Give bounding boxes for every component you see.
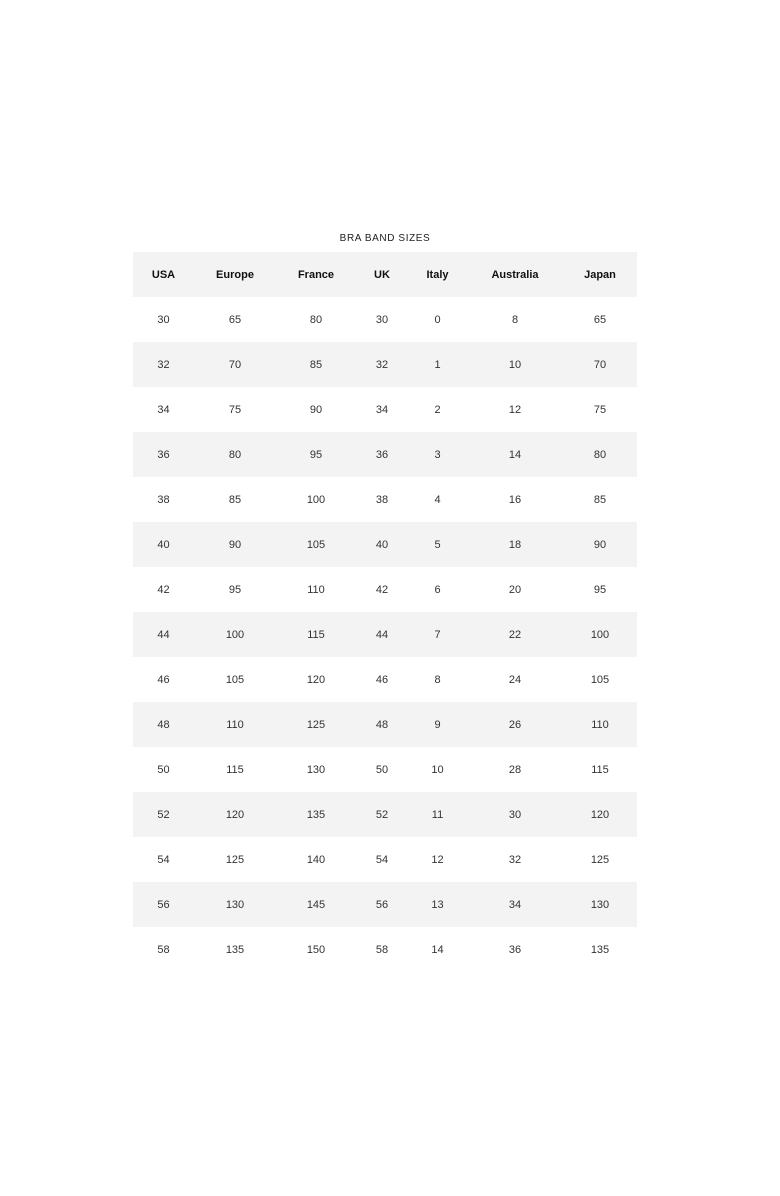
size-cell-france: 100 [306, 493, 326, 506]
size-cell-usa: 50 [157, 763, 170, 776]
table-row [133, 657, 637, 702]
table-row [133, 342, 637, 387]
size-cell-australia: 32 [508, 853, 522, 866]
size-cell-europe: 115 [226, 763, 244, 776]
size-cell-australia: 16 [508, 493, 522, 506]
size-cell-australia: 36 [508, 943, 522, 956]
table-row [133, 792, 637, 837]
size-cell-australia: 18 [467, 522, 563, 567]
size-cell-japan: 75 [593, 403, 607, 416]
size-cell-uk: 46 [375, 673, 389, 686]
size-cell-usa: 46 [157, 673, 170, 686]
size-cell-japan: 80 [563, 432, 637, 477]
size-cell-japan: 105 [590, 673, 610, 686]
column-header-japan: Japan [563, 252, 637, 297]
table-row [133, 702, 637, 747]
bra-band-size-chart [133, 228, 637, 972]
size-cell-uk: 30 [375, 313, 389, 326]
size-cell-japan: 100 [563, 612, 637, 657]
size-cell-europe: 100 [194, 612, 276, 657]
size-cell-france: 145 [276, 882, 356, 927]
size-cell-europe: 130 [194, 882, 276, 927]
size-cell-australia: 22 [467, 612, 563, 657]
size-cell-france: 135 [276, 792, 356, 837]
table-row [133, 882, 637, 927]
size-cell-italy: 8 [434, 673, 441, 686]
size-cell-france: 95 [276, 432, 356, 477]
size-cell-usa: 36 [133, 432, 194, 477]
table-row [133, 477, 637, 522]
size-cell-uk: 50 [375, 763, 389, 776]
size-cell-usa: 58 [157, 943, 170, 956]
size-cell-australia: 24 [508, 673, 522, 686]
size-cell-italy: 12 [431, 853, 444, 866]
size-cell-italy: 14 [431, 943, 444, 956]
size-cell-europe: 80 [194, 432, 276, 477]
size-cell-france: 115 [276, 612, 356, 657]
size-cell-japan: 85 [593, 493, 607, 506]
size-cell-japan: 135 [590, 943, 610, 956]
size-cell-italy: 9 [408, 702, 467, 747]
size-cell-uk: 40 [356, 522, 408, 567]
size-cell-europe: 120 [194, 792, 276, 837]
size-cell-usa: 54 [157, 853, 170, 866]
size-cell-uk: 48 [356, 702, 408, 747]
size-cell-uk: 36 [356, 432, 408, 477]
size-cell-uk: 58 [375, 943, 389, 956]
size-cell-uk: 32 [356, 342, 408, 387]
size-cell-europe: 105 [225, 673, 245, 686]
size-cell-australia: 26 [467, 702, 563, 747]
size-cell-france: 130 [306, 763, 326, 776]
size-cell-australia: 12 [508, 403, 522, 416]
table-row [133, 612, 637, 657]
size-cell-japan: 110 [563, 702, 637, 747]
column-header-australia: Australia [467, 252, 563, 297]
size-cell-europe: 75 [228, 403, 242, 416]
size-cell-france: 150 [306, 943, 326, 956]
size-cell-europe: 135 [225, 943, 245, 956]
size-cell-usa: 44 [133, 612, 194, 657]
size-cell-japan: 90 [563, 522, 637, 567]
size-cell-europe: 90 [194, 522, 276, 567]
size-cell-usa: 40 [133, 522, 194, 567]
size-cell-australia: 28 [508, 763, 522, 776]
size-cell-france: 140 [306, 853, 326, 866]
size-cell-italy: 10 [431, 763, 444, 776]
table-row [133, 432, 637, 477]
size-cell-france: 110 [307, 583, 325, 596]
size-table [133, 252, 637, 972]
size-cell-australia: 10 [467, 342, 563, 387]
size-cell-japan: 125 [590, 853, 610, 866]
size-cell-france: 90 [309, 403, 323, 416]
size-cell-japan: 120 [563, 792, 637, 837]
size-cell-uk: 56 [356, 882, 408, 927]
size-cell-australia: 8 [511, 313, 519, 326]
size-cell-uk: 38 [375, 493, 389, 506]
size-cell-europe: 110 [194, 702, 276, 747]
column-header-france: France [276, 252, 356, 297]
column-header-uk: UK [356, 252, 408, 297]
size-cell-uk: 42 [375, 583, 389, 596]
size-cell-japan: 95 [593, 583, 607, 596]
size-cell-usa: 48 [133, 702, 194, 747]
column-header-europe: Europe [194, 252, 276, 297]
size-cell-europe: 125 [225, 853, 245, 866]
table-row [133, 567, 637, 612]
size-cell-japan: 115 [591, 763, 609, 776]
size-cell-italy: 0 [434, 313, 441, 326]
size-cell-usa: 52 [133, 792, 194, 837]
size-cell-italy: 3 [408, 432, 467, 477]
table-row [133, 387, 637, 432]
size-cell-italy: 13 [408, 882, 467, 927]
size-cell-europe: 65 [228, 313, 242, 326]
chart-title: BRA BAND SIZES [339, 233, 431, 244]
size-cell-usa: 38 [157, 493, 170, 506]
size-cell-usa: 30 [157, 313, 170, 326]
table-row [133, 522, 637, 567]
size-cell-japan: 70 [563, 342, 637, 387]
size-cell-italy: 5 [408, 522, 467, 567]
size-cell-france: 125 [276, 702, 356, 747]
size-cell-australia: 34 [467, 882, 563, 927]
size-cell-australia: 30 [467, 792, 563, 837]
table-row [133, 297, 637, 342]
size-table-body [133, 297, 637, 972]
table-row [133, 927, 637, 972]
size-cell-france: 120 [306, 673, 326, 686]
size-cell-europe: 70 [194, 342, 276, 387]
column-header-usa: USA [133, 252, 194, 297]
size-cell-europe: 85 [228, 493, 242, 506]
size-cell-italy: 1 [408, 342, 467, 387]
table-row [133, 747, 637, 792]
size-cell-australia: 14 [467, 432, 563, 477]
size-cell-australia: 20 [508, 583, 522, 596]
size-cell-france: 105 [276, 522, 356, 567]
size-cell-italy: 4 [434, 493, 441, 506]
header-row [133, 252, 637, 297]
size-cell-usa: 34 [157, 403, 170, 416]
size-cell-italy: 7 [408, 612, 467, 657]
size-cell-italy: 11 [408, 792, 467, 837]
size-cell-france: 85 [276, 342, 356, 387]
size-cell-usa: 56 [133, 882, 194, 927]
size-cell-uk: 52 [356, 792, 408, 837]
size-cell-japan: 65 [593, 313, 607, 326]
size-cell-uk: 44 [356, 612, 408, 657]
size-cell-italy: 6 [434, 583, 441, 596]
size-cell-france: 80 [309, 313, 323, 326]
size-cell-uk: 34 [375, 403, 389, 416]
size-cell-europe: 95 [228, 583, 242, 596]
size-cell-japan: 130 [563, 882, 637, 927]
table-row [133, 837, 637, 882]
size-cell-italy: 2 [434, 403, 441, 416]
size-cell-uk: 54 [375, 853, 389, 866]
size-cell-usa: 42 [157, 583, 170, 596]
size-cell-usa: 32 [133, 342, 194, 387]
column-header-italy: Italy [408, 252, 467, 297]
